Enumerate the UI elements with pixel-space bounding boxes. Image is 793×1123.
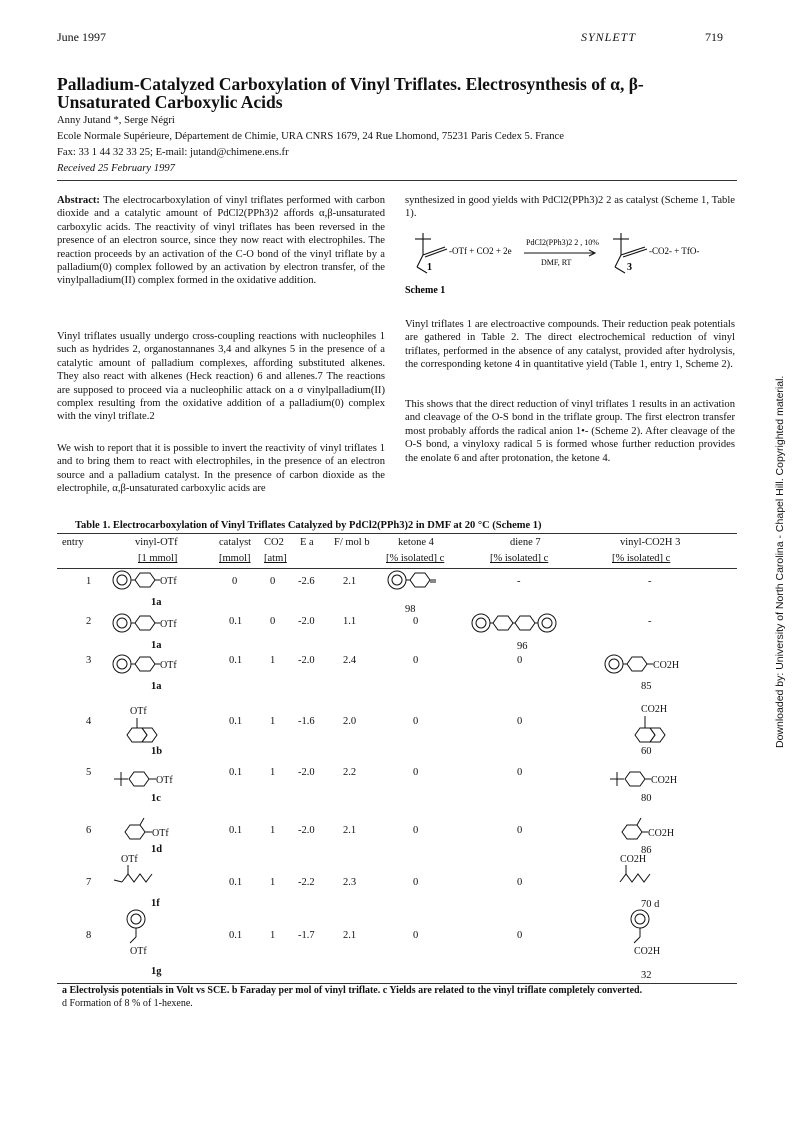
cell-catalyst: 0.1 xyxy=(229,767,243,778)
cell-acid: 60 xyxy=(641,746,652,757)
cell-ketone: 0 xyxy=(413,825,419,836)
table-structures xyxy=(100,568,740,978)
cell-catalyst: 0.1 xyxy=(229,930,243,941)
cell-catalyst: 0 xyxy=(232,576,238,587)
cell-substrate: 1f xyxy=(151,898,160,909)
cell-co2: 1 xyxy=(270,877,276,888)
r4-co2h: CO2H xyxy=(641,704,668,715)
r3-otf: OTf xyxy=(160,660,177,671)
cell-substrate: 1a xyxy=(151,681,162,692)
r8-otf: OTf xyxy=(130,946,147,957)
affiliation: Ecole Normale Supérieure, Département de Chimie, URA CNRS 1679, 24 Rue Lhomond, 75231 Paris Cedex 5. France xyxy=(57,131,564,142)
cell-potential: -2.0 xyxy=(298,616,315,627)
cell-faraday: 2.1 xyxy=(343,930,357,941)
r4-otf: OTf xyxy=(130,706,147,717)
r2-otf: OTf xyxy=(160,619,177,630)
cell-co2: 0 xyxy=(270,576,276,587)
cell-acid: - xyxy=(648,616,652,627)
cell-catalyst: 0.1 xyxy=(229,825,243,836)
r7-otf: OTf xyxy=(121,854,138,865)
cell-diene: 0 xyxy=(517,767,523,778)
download-sidebar: Downloaded by: University of North Carolina - Chapel Hill. Copyrighted material. xyxy=(774,375,786,748)
r6-otf: OTf xyxy=(152,828,169,839)
col-faraday: F/ mol b xyxy=(334,537,370,548)
cell-substrate: 1b xyxy=(151,746,163,757)
scheme-conditions: DMF, RT xyxy=(541,258,572,267)
cell-ketone: 0 xyxy=(413,930,419,941)
intro-paragraph-1: Vinyl triflates usually undergo cross-coupling reactions with nucleophiles 1 such as hydrides 2, organostannanes 3,4 and alkynes 5 in the presence of a catalytic amount of palladium complexes, affording substituted alkenes. They also react with alkenes (Heck reaction) 6 and allenes.7 The reactions are supposed to proceed via a nucleophilic attack on a σ vinylpalladium(II) complex resulting from the oxidative addition of a palladium(0) complex with the vinyl triflate.2 xyxy=(57,331,385,423)
col-ketone: ketone 4 xyxy=(398,537,434,548)
r5-co2h: CO2H xyxy=(651,775,678,786)
col-co2-unit: [atm] xyxy=(264,553,287,564)
cell-faraday: 1.1 xyxy=(343,616,357,627)
cell-diene: 0 xyxy=(517,877,523,888)
right-paragraph-2: Vinyl triflates 1 are electroactive compounds. Their reduction peak potentials are gathered in Table 2. The direct electrochemical reduction of vinyl triflates, performed in the absence of any catalyst, provided after hydrolysis, the corresponding ketone 4 in quantitative yield (Table 1, entry 1, Scheme 2). xyxy=(405,319,735,371)
scheme-label-3: 3 xyxy=(627,262,632,273)
intro-paragraph-2: We wish to report that it is possible to invert the reactivity of vinyl triflates 1 and to bring them to react with electrophiles, in the presence of an electron source and a palladium catalyst. In the presence of carbon dioxide as the electrophile, α,β-unsaturated carboxylic acids are xyxy=(57,443,385,495)
scheme-reagents: -OTf + CO2 + 2e xyxy=(449,246,512,256)
cell-acid: - xyxy=(648,576,652,587)
col-potential: E a xyxy=(300,537,314,548)
cell-catalyst: 0.1 xyxy=(229,877,243,888)
cell-entry: 7 xyxy=(86,877,92,888)
cell-potential: -2.2 xyxy=(298,877,315,888)
cell-entry: 1 xyxy=(86,576,92,587)
cell-co2: 1 xyxy=(270,767,276,778)
authors: Anny Jutand *, Serge Négri xyxy=(57,115,175,126)
cell-entry: 8 xyxy=(86,930,92,941)
cell-ketone: 98 xyxy=(405,604,416,615)
scheme-product: -CO2- + TfO- xyxy=(649,246,700,256)
right-paragraph-3: This shows that the direct reduction of vinyl triflates 1 results in an activation and cleavage of the O-S bond in the triflate group. The first electron transfer most probably affords the radical anion 1•- (Scheme 2). After cleavage of the O-S bond, a vinyloxy radical 5 is formed whose further reduction provides the enolate 6 and after protonation, the ketone 4. xyxy=(405,399,735,464)
col-acid: vinyl-CO2H 3 xyxy=(620,537,681,548)
cell-diene: 0 xyxy=(517,825,523,836)
cell-substrate: 1c xyxy=(151,793,161,804)
paper-title: Palladium-Catalyzed Carboxylation of Vinyl Triflates. Electrosynthesis of α, β-Unsaturated Carboxylic Acids xyxy=(57,74,644,112)
col-catalyst: catalyst xyxy=(219,537,252,548)
table-bottom-rule xyxy=(57,983,737,984)
cell-entry: 6 xyxy=(86,825,92,836)
cell-substrate: 1a xyxy=(151,597,162,608)
cell-potential: -2.6 xyxy=(298,576,315,587)
cell-diene: - xyxy=(517,576,521,587)
cell-ketone: 0 xyxy=(413,767,419,778)
cell-faraday: 2.3 xyxy=(343,877,357,888)
col-acid-unit: [% isolated] c xyxy=(612,553,671,564)
cell-potential: -2.0 xyxy=(298,825,315,836)
cell-acid: 70 d xyxy=(641,899,660,910)
cell-ketone: 0 xyxy=(413,716,419,727)
col-diene: diene 7 xyxy=(510,537,541,548)
cell-acid: 32 xyxy=(641,970,652,981)
scheme-1 xyxy=(405,225,735,300)
header-journal: SYNLETT xyxy=(581,30,637,44)
scheme-label-1: 1 xyxy=(427,262,432,273)
right-paragraph-1: synthesized in good yields with PdCl2(PPh3)2 2 as catalyst (Scheme 1, Table 1). xyxy=(405,195,735,220)
cell-catalyst: 0.1 xyxy=(229,616,243,627)
cell-co2: 1 xyxy=(270,716,276,727)
r1-otf: OTf xyxy=(160,576,177,587)
col-co2: CO2 xyxy=(264,537,284,548)
cell-diene: 96 xyxy=(517,641,528,652)
cell-substrate: 1g xyxy=(151,966,162,977)
cell-diene: 0 xyxy=(517,930,523,941)
cell-entry: 3 xyxy=(86,655,92,666)
cell-co2: 1 xyxy=(270,930,276,941)
r6-co2h: CO2H xyxy=(648,828,675,839)
cell-co2: 1 xyxy=(270,825,276,836)
footnote-2: d Formation of 8 % of 1-hexene. xyxy=(62,998,193,1009)
r3-co2h: CO2H xyxy=(653,660,680,671)
abstract-label: Abstract: xyxy=(57,195,100,206)
cell-faraday: 2.4 xyxy=(343,655,357,666)
cell-diene: 0 xyxy=(517,655,523,666)
scheme-caption: Scheme 1 xyxy=(405,285,446,296)
cell-faraday: 2.1 xyxy=(343,825,357,836)
cell-entry: 4 xyxy=(86,716,92,727)
cell-ketone: 0 xyxy=(413,616,419,627)
cell-faraday: 2.0 xyxy=(343,716,357,727)
cell-faraday: 2.2 xyxy=(343,767,357,778)
col-diene-unit: [% isolated] c xyxy=(490,553,549,564)
col-catalyst-unit: [mmol] xyxy=(219,553,251,564)
cell-diene: 0 xyxy=(517,716,523,727)
cell-substrate: 1d xyxy=(151,844,163,855)
received-date: Received 25 February 1997 xyxy=(57,163,175,174)
cell-potential: -1.7 xyxy=(298,930,315,941)
header-page: 719 xyxy=(705,30,723,44)
cell-substrate: 1a xyxy=(151,640,162,651)
cell-acid: 86 xyxy=(641,845,652,856)
abstract xyxy=(57,194,385,288)
r8-co2h: CO2H xyxy=(634,946,661,957)
scheme-1-drawing xyxy=(405,225,735,300)
cell-faraday: 2.1 xyxy=(343,576,357,587)
cell-potential: -1.6 xyxy=(298,716,315,727)
cell-entry: 5 xyxy=(86,767,92,778)
cell-co2: 1 xyxy=(270,655,276,666)
table-top-rule xyxy=(57,533,737,534)
cell-acid: 85 xyxy=(641,681,652,692)
col-vinyl-otf-unit: [1 mmol] xyxy=(138,553,178,564)
title-rule xyxy=(57,180,737,181)
abstract-text: The electrocarboxylation of vinyl triflates performed with carbon dioxide and a catalytic amount of PdCl2(PPh3)2 affords α,β-unsaturated carboxylic acids. The reactivity of vinyl triflates has been reversed in the presence of an electron source, since they now react with electrophiles. The reaction proceeds by an activation of the C-O bond of the vinyl triflate by a palladium(0) complex followed by an activation by electron transfer, of the vinylpalladium(II) complex formed in the oxidative addition. xyxy=(57,195,385,287)
r5-otf: OTf xyxy=(156,775,173,786)
cell-co2: 0 xyxy=(270,616,276,627)
col-ketone-unit: [% isolated] c xyxy=(386,553,445,564)
scheme-catalyst: PdCl2(PPh3)2 2 , 10% xyxy=(526,238,599,247)
cell-entry: 2 xyxy=(86,616,92,627)
footnote-1: a Electrolysis potentials in Volt vs SCE. b Faraday per mol of vinyl triflate. c Yields are related to the vinyl triflate completely converted. xyxy=(62,985,643,996)
table-caption: Table 1. Electrocarboxylation of Vinyl Triflates Catalyzed by PdCl2(PPh3)2 in DMF at 20 °C (Scheme 1) xyxy=(75,520,542,531)
cell-catalyst: 0.1 xyxy=(229,655,243,666)
cell-ketone: 0 xyxy=(413,877,419,888)
cell-catalyst: 0.1 xyxy=(229,716,243,727)
col-entry: entry xyxy=(62,537,84,548)
cell-potential: -2.0 xyxy=(298,655,315,666)
r7-co2h: CO2H xyxy=(620,854,647,865)
cell-acid: 80 xyxy=(641,793,652,804)
header-date: June 1997 xyxy=(57,30,106,44)
cell-potential: -2.0 xyxy=(298,767,315,778)
contact: Fax: 33 1 44 32 33 25; E-mail: jutand@chimene.ens.fr xyxy=(57,147,289,158)
cell-ketone: 0 xyxy=(413,655,419,666)
col-vinyl-otf: vinyl-OTf xyxy=(135,537,178,548)
